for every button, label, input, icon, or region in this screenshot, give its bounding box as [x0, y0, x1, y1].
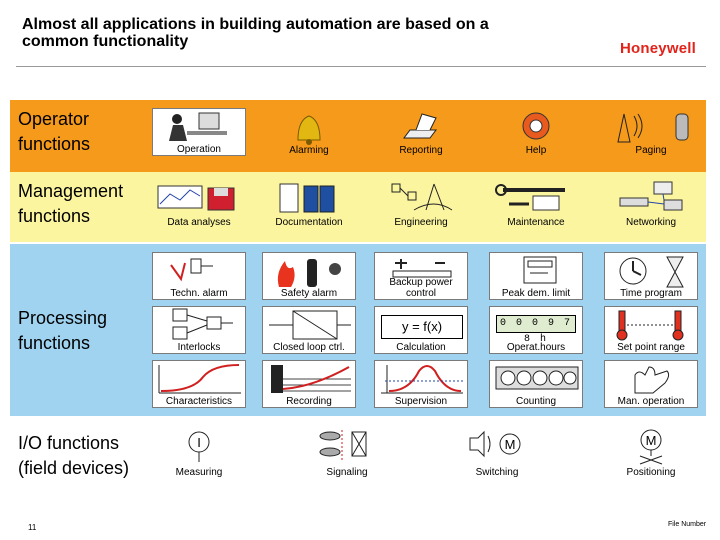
- operator-label-line2: functions: [18, 134, 91, 154]
- processing-label-line1: Processing: [18, 308, 108, 328]
- switching-cell: [450, 426, 544, 484]
- supervision-cell: [374, 360, 468, 408]
- recording-label: Recording: [286, 396, 332, 407]
- data-analyses-label: Data analyses: [167, 217, 231, 228]
- backup-power-line2: control: [405, 288, 436, 299]
- processing-row-label: [18, 306, 107, 356]
- processing-band: [10, 244, 706, 416]
- signaling-label: Signaling: [326, 467, 368, 478]
- time-program-cell: [604, 252, 698, 300]
- help-cell: [489, 108, 583, 156]
- file-number: File Number: [668, 521, 707, 528]
- calculation-cell: [374, 306, 468, 354]
- title-divider: [16, 66, 706, 67]
- alarming-label: Alarming: [289, 145, 329, 156]
- management-label-line1: Management: [18, 181, 124, 201]
- switching-symbol: M: [504, 437, 516, 452]
- processing-label-line2: functions: [18, 333, 91, 353]
- operation-cell: [152, 108, 246, 156]
- operator-row-label: [18, 107, 90, 157]
- closed-loop-label: Closed loop ctrl.: [273, 342, 345, 353]
- documentation-cell: [262, 180, 356, 228]
- maintenance-label: Maintenance: [507, 217, 565, 228]
- techn-alarm-label: Techn. alarm: [170, 288, 228, 299]
- supervision-label: Supervision: [394, 396, 448, 407]
- measuring-label: Measuring: [175, 467, 223, 478]
- calculation-label: Calculation: [396, 342, 446, 353]
- measuring-symbol: I: [197, 435, 201, 450]
- safety-alarm-cell: [262, 252, 356, 300]
- signaling-cell: [300, 426, 394, 484]
- title-line-2: common functionality: [22, 33, 189, 50]
- reporting-cell: [374, 108, 468, 156]
- peak-demand-cell: [489, 252, 583, 300]
- engineering-cell: [374, 180, 468, 228]
- set-point-range-label: Set point range: [617, 342, 685, 353]
- hours-counter: 0 0 0 9 7 8 h: [496, 315, 576, 333]
- paging-label: Paging: [635, 145, 667, 156]
- positioning-symbol: M: [645, 433, 657, 448]
- counting-label: Counting: [515, 396, 557, 407]
- characteristics-label: Characteristics: [165, 396, 233, 407]
- operat-hours-label: Operat.hours: [506, 342, 566, 353]
- characteristics-cell: [152, 360, 246, 408]
- time-program-label: Time program: [620, 288, 682, 299]
- alarming-cell: [262, 108, 356, 156]
- help-label: Help: [525, 145, 547, 156]
- switching-label: Switching: [475, 467, 519, 478]
- networking-cell: [604, 180, 698, 228]
- documentation-label: Documentation: [275, 217, 343, 228]
- calculation-formula: y = f(x): [381, 315, 463, 339]
- io-label-line1: I/O functions: [18, 433, 120, 453]
- paging-cell: [604, 108, 698, 156]
- operator-band: [10, 100, 706, 172]
- peak-demand-label: Peak dem. limit: [501, 288, 571, 299]
- io-label-line2: (field devices): [18, 458, 130, 478]
- closed-loop-cell: [262, 306, 356, 354]
- interlocks-label: Interlocks: [177, 342, 221, 353]
- slide-title: [22, 16, 582, 50]
- title-line-1: Almost all applications in building automation are based on a: [22, 16, 489, 33]
- networking-label: Networking: [625, 217, 677, 228]
- data-analyses-cell: [152, 180, 246, 228]
- management-label-line2: functions: [18, 206, 91, 226]
- backup-power-cell: [374, 252, 468, 300]
- maintenance-cell: [489, 180, 583, 228]
- counting-cell: [489, 360, 583, 408]
- operation-label: Operation: [177, 144, 221, 155]
- interlocks-cell: [152, 306, 246, 354]
- safety-alarm-label: Safety alarm: [280, 288, 338, 299]
- honeywell-logo: Honeywell: [620, 40, 696, 57]
- techn-alarm-cell: [152, 252, 246, 300]
- operator-label-line1: Operator: [18, 109, 90, 129]
- positioning-cell: [604, 426, 698, 484]
- measuring-cell: [152, 426, 246, 484]
- io-row-label: [18, 431, 129, 481]
- page-number: 11: [28, 523, 37, 532]
- management-row-label: [18, 179, 123, 229]
- positioning-label: Positioning: [626, 467, 676, 478]
- man-operation-cell: [604, 360, 698, 408]
- recording-cell: [262, 360, 356, 408]
- backup-power-label: [369, 277, 473, 299]
- engineering-label: Engineering: [394, 217, 448, 228]
- backup-power-line1: Backup power: [389, 277, 453, 288]
- man-operation-label: Man. operation: [617, 396, 685, 407]
- reporting-label: Reporting: [399, 145, 443, 156]
- operat-hours-cell: [489, 306, 583, 354]
- set-point-range-cell: [604, 306, 698, 354]
